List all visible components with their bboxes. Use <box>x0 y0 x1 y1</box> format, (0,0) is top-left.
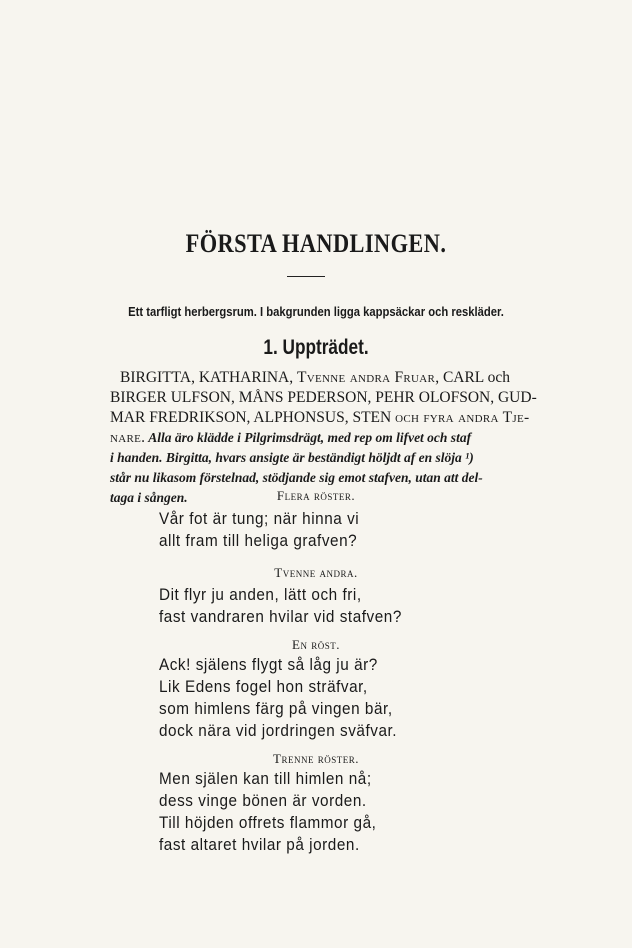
cast-line: BIRGER ULFSON, MÅNS PEDERSON, PEHR OLOFSON, GUD- <box>110 389 537 406</box>
verse-line: Till höjden offrets flammor gå, <box>159 813 377 832</box>
stage-setting: Ett tarfligt herbergsrum. I bakgrunden ligga kappsäckar och reskläder. <box>128 305 504 319</box>
verse-block <box>159 584 402 628</box>
act-title: FÖRSTA HANDLINGEN. <box>185 229 447 258</box>
verse-line: dock nära vid jordringen sväfvar. <box>159 721 398 740</box>
cast-smallcaps: Tvenne andra Fruar <box>297 369 436 386</box>
speaker-label: En röst. <box>292 637 340 652</box>
verse-line: som himlens färg på vingen bär, <box>159 699 393 718</box>
cast-names: MAR FREDRIKSON, ALPHONSUS, STEN <box>110 409 396 426</box>
stage-direction: står nu likasom förstelnad, stödjande sig emot stafven, utan att del- <box>110 470 483 485</box>
verse-block <box>159 768 376 856</box>
verse-block <box>159 654 397 742</box>
cast-line <box>110 408 530 428</box>
stage-direction: i handen. Birgitta, hvars ansigte är beständigt höljdt af en slöja ¹) <box>110 450 474 465</box>
verse-line: dess vinge bönen är vorden. <box>159 791 367 810</box>
cast-smallcaps: och fyra andra Tje- <box>395 409 530 426</box>
cast-names: , CARL och <box>435 369 510 386</box>
verse-line: allt fram till heliga grafven? <box>159 531 358 550</box>
stage-direction: taga i sången. <box>110 490 188 505</box>
cast-line <box>110 368 518 388</box>
cast-list <box>110 368 537 508</box>
verse-line: Vår fot är tung; när hinna vi <box>159 509 360 528</box>
cast-names: BIRGITTA, KATHARINA, <box>120 369 297 386</box>
title-divider <box>287 276 325 277</box>
verse-line: Men själen kan till himlen nå; <box>159 769 372 788</box>
verse-line: Dit flyr ju anden, lätt och fri, <box>159 585 362 604</box>
verse-line: fast altaret hvilar på jorden. <box>159 835 360 854</box>
verse-line: Lik Edens fogel hon sträfvar, <box>159 677 368 696</box>
cast-line <box>110 428 518 448</box>
verse-line: fast vandraren hvilar vid stafven? <box>159 607 402 626</box>
speaker-label: Flera röster. <box>276 488 356 503</box>
cast-smallcaps: nare. <box>110 429 146 446</box>
scene-title: 1. Uppträdet. <box>263 336 369 359</box>
stage-direction: Alla äro klädde i Pilgrimsdrägt, med rep om lifvet och staf <box>145 430 472 445</box>
speaker-label: Tvenne andra. <box>274 565 358 580</box>
speaker-label: Trenne röster. <box>273 751 359 766</box>
verse-line: Ack! själens flygt så låg ju är? <box>159 655 378 674</box>
verse-block <box>159 508 359 552</box>
